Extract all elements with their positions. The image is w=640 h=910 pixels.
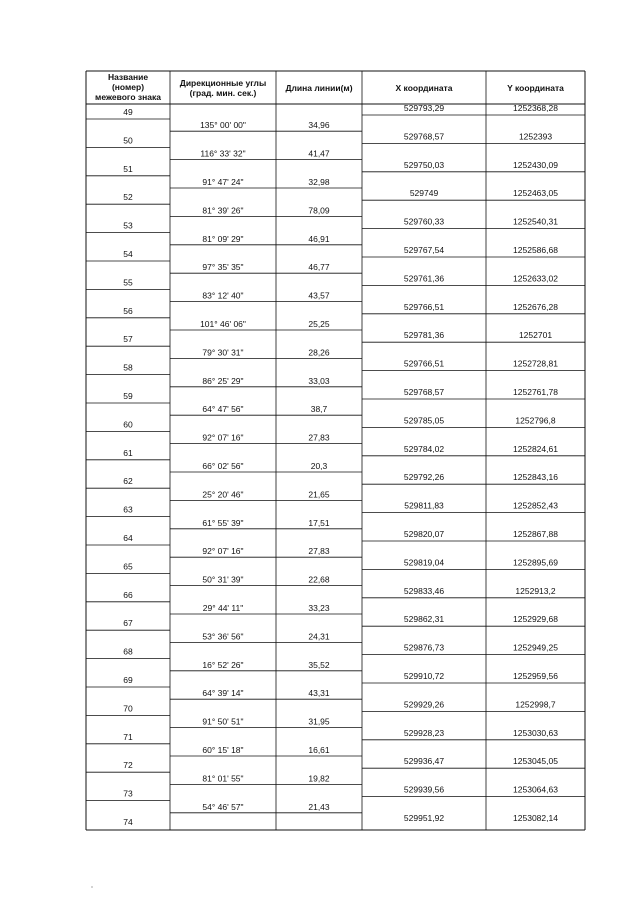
point-x: 529768,57 xyxy=(403,387,445,397)
point-name: 57 xyxy=(123,334,133,345)
scan-speck xyxy=(91,886,92,887)
direction-angle: 60° 15' 18" xyxy=(202,745,244,755)
point-x: 529766,51 xyxy=(403,301,445,312)
direction-angle: 92° 07' 16" xyxy=(202,546,244,557)
point-x: 529761,36 xyxy=(403,273,445,284)
line-length: 21,65 xyxy=(308,489,330,500)
line-length: 33,23 xyxy=(308,603,330,613)
point-y: 1252895,69 xyxy=(513,557,558,568)
point-name: 61 xyxy=(123,447,133,458)
line-length: 28,26 xyxy=(308,347,330,358)
point-y: 1252701 xyxy=(518,330,553,341)
point-x: 529750,03 xyxy=(403,159,445,170)
direction-angle: 91° 47' 24" xyxy=(202,177,244,187)
point-x: 529936,47 xyxy=(403,756,445,767)
direction-angle: 79° 30' 31" xyxy=(202,347,244,358)
line-length: 41,47 xyxy=(308,148,330,159)
point-name: 55 xyxy=(123,277,133,288)
header-y-coordinate: Y координата xyxy=(507,83,564,93)
direction-angle: 135° 00' 00" xyxy=(200,120,246,131)
line-length: 22,68 xyxy=(308,574,330,585)
point-x: 529792,26 xyxy=(403,472,445,483)
point-name: 73 xyxy=(123,788,133,799)
point-y: 1252761,78 xyxy=(513,387,558,397)
point-name: 66 xyxy=(123,589,133,600)
direction-angle: 53° 36' 56" xyxy=(202,631,244,642)
line-length: 43,57 xyxy=(308,290,330,301)
line-length: 46,91 xyxy=(308,233,330,244)
header-name-line2: (номер) xyxy=(111,82,145,92)
line-length: 78,09 xyxy=(308,205,330,216)
point-y: 1252959,56 xyxy=(513,671,558,681)
line-length: 46,77 xyxy=(308,262,330,273)
direction-angle: 83° 12' 40" xyxy=(202,290,244,301)
point-x: 529760,33 xyxy=(403,216,445,227)
direction-angle: 54° 46' 57" xyxy=(202,801,244,812)
point-name: 74 xyxy=(123,817,133,827)
point-y: 1252633,02 xyxy=(513,273,558,284)
line-length: 20,3 xyxy=(310,461,328,471)
point-name: 65 xyxy=(123,561,133,572)
point-name: 52 xyxy=(123,192,133,203)
direction-angle: 116° 33' 32" xyxy=(200,148,246,159)
line-length: 19,82 xyxy=(308,773,330,784)
point-y: 1252867,88 xyxy=(513,529,558,539)
line-length: 33,03 xyxy=(308,375,330,386)
line-length: 27,83 xyxy=(308,432,330,443)
point-x: 529862,31 xyxy=(403,614,445,625)
point-x: 529784,02 xyxy=(403,443,445,454)
point-y: 1252393 xyxy=(518,131,553,142)
header-name-line1: Название xyxy=(107,72,149,82)
point-name: 60 xyxy=(123,419,133,430)
line-length: 43,31 xyxy=(308,688,330,699)
point-x: 529767,54 xyxy=(403,245,445,255)
direction-angle: 29° 44' 11" xyxy=(202,603,244,613)
point-y: 1252824,61 xyxy=(513,443,558,454)
direction-angle: 91° 50' 51" xyxy=(202,716,244,727)
point-x: 529876,73 xyxy=(403,642,445,653)
line-length: 21,43 xyxy=(308,801,330,812)
point-name: 71 xyxy=(123,731,133,742)
point-x: 529820,07 xyxy=(403,529,445,539)
point-y: 1252430,09 xyxy=(513,159,558,170)
point-x: 529793,29 xyxy=(403,103,445,113)
line-length: 35,52 xyxy=(308,659,330,670)
point-y: 1252913,2 xyxy=(515,585,556,596)
point-x: 529833,46 xyxy=(403,585,445,596)
point-y: 1253045,05 xyxy=(513,756,558,767)
point-name: 56 xyxy=(123,305,133,316)
direction-angle: 64° 39' 14" xyxy=(202,688,244,699)
point-x: 529749 xyxy=(409,188,439,199)
line-length: 32,98 xyxy=(308,177,330,187)
point-x: 529768,57 xyxy=(403,131,445,142)
point-x: 529910,72 xyxy=(403,671,445,681)
point-name: 63 xyxy=(123,504,133,515)
point-name: 64 xyxy=(123,533,133,543)
point-y: 1253082,14 xyxy=(513,813,558,823)
point-y: 1252949,25 xyxy=(513,642,558,653)
header-x-coordinate: X координата xyxy=(395,83,453,93)
point-name: 67 xyxy=(123,618,133,629)
point-x: 529819,04 xyxy=(403,557,445,568)
point-y: 1252586,68 xyxy=(513,245,558,255)
direction-angle: 81° 09' 29" xyxy=(202,233,244,244)
point-y: 1252929,68 xyxy=(513,614,558,625)
point-y: 1252843,16 xyxy=(513,472,558,483)
direction-angle: 97° 35' 35" xyxy=(202,262,244,273)
point-x: 529766,51 xyxy=(403,358,445,369)
point-name: 72 xyxy=(123,760,133,771)
header-length: Длина линии(м) xyxy=(285,83,353,93)
point-x: 529811,83 xyxy=(404,500,444,511)
point-name: 53 xyxy=(123,220,133,231)
direction-angle: 86° 25' 29" xyxy=(202,375,244,386)
header-angle-line2: (град. мин. сек.) xyxy=(189,88,257,98)
line-length: 34,96 xyxy=(308,120,330,131)
line-length: 17,51 xyxy=(308,517,330,528)
direction-angle: 25° 20' 46" xyxy=(202,489,244,500)
point-y: 1252852,43 xyxy=(513,500,558,511)
point-name: 59 xyxy=(123,391,133,401)
direction-angle: 66° 02' 56" xyxy=(202,461,244,471)
direction-angle: 16° 52' 26" xyxy=(202,659,244,670)
point-y: 1253030,63 xyxy=(513,727,558,738)
point-y: 1252540,31 xyxy=(513,216,558,227)
point-name: 70 xyxy=(123,703,133,714)
point-name: 58 xyxy=(123,362,133,373)
direction-angle: 50° 31' 39" xyxy=(202,574,244,585)
point-name: 69 xyxy=(123,675,133,685)
line-length: 38,7 xyxy=(310,404,328,415)
direction-angle: 61° 55' 39" xyxy=(202,517,244,528)
direction-angle: 64° 47' 56" xyxy=(202,404,244,415)
point-y: 1253064,63 xyxy=(513,784,558,795)
point-y: 1252463,05 xyxy=(513,188,558,199)
direction-angle: 81° 39' 26" xyxy=(202,205,244,216)
point-y: 1252368,28 xyxy=(513,103,558,113)
point-x: 529939,56 xyxy=(403,784,445,795)
point-x: 529951,92 xyxy=(403,813,445,823)
line-length: 27,83 xyxy=(308,546,330,557)
line-length: 31,95 xyxy=(308,716,330,727)
point-x: 529781,36 xyxy=(403,330,445,341)
point-name: 62 xyxy=(123,476,133,487)
point-name: 51 xyxy=(123,163,133,174)
point-name: 68 xyxy=(123,646,133,657)
point-x: 529928,23 xyxy=(403,727,445,738)
line-length: 24,31 xyxy=(308,631,330,642)
direction-angle: 101° 46' 06" xyxy=(200,319,246,329)
header-angle-line1: Дирекционные углы xyxy=(179,78,267,88)
point-y: 1252796,8 xyxy=(515,415,556,426)
point-name: 50 xyxy=(123,135,133,146)
point-x: 529785,05 xyxy=(403,415,445,426)
point-name: 49 xyxy=(123,107,133,117)
point-y: 1252998,7 xyxy=(515,699,556,710)
line-length: 16,61 xyxy=(308,745,330,755)
point-x: 529929,26 xyxy=(403,699,445,710)
point-y: 1252676,28 xyxy=(513,301,558,312)
direction-angle: 81° 01' 55" xyxy=(202,773,244,784)
point-y: 1252728,81 xyxy=(513,358,558,369)
line-length: 25,25 xyxy=(308,319,330,329)
point-name: 54 xyxy=(123,249,133,259)
header-name-line3: межевого знака xyxy=(95,92,161,102)
direction-angle: 92° 07' 16" xyxy=(202,432,244,443)
